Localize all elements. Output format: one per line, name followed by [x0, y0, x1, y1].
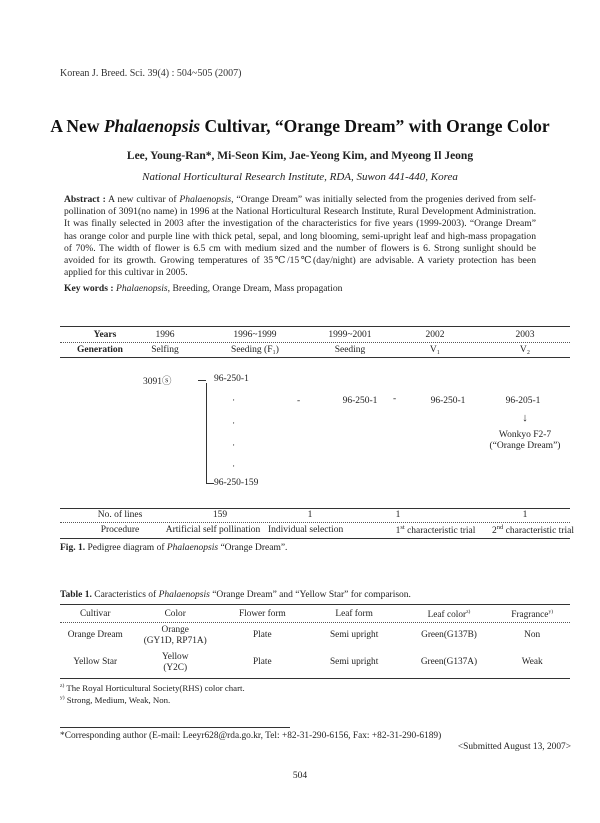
- abstract-label: Abstract :: [64, 194, 106, 205]
- wonkyo-label: Wonkyo F2-7: [498, 430, 552, 440]
- selection-cell: 96-205-1: [505, 396, 541, 406]
- flower-cell: Plate: [253, 657, 272, 668]
- figure-label: Fig. 1.: [60, 543, 86, 553]
- ellipsis-dot: ·: [232, 462, 236, 472]
- generation-cell: Seeding: [334, 345, 366, 355]
- page-number: 504: [292, 771, 308, 781]
- dash: -: [393, 394, 397, 404]
- cultivar-cell: Orange Dream: [67, 630, 123, 641]
- ellipsis-dot: ·: [232, 419, 236, 429]
- rule: [60, 522, 570, 523]
- lines-cell: 159: [212, 510, 228, 520]
- lines-cell: 1: [522, 510, 528, 520]
- selection-cell: 96-250-1: [430, 396, 466, 406]
- table-header: Flower form: [238, 608, 286, 619]
- figure-genus: Phalaenopsis: [166, 543, 219, 553]
- title-prefix: A New: [50, 116, 104, 136]
- footnote-text: Strong, Medium, Weak, Non.: [64, 695, 171, 705]
- generation-label: Generation: [77, 345, 123, 355]
- table-header: Leaf form: [335, 608, 373, 619]
- last-child-line: 96-250-159: [214, 478, 259, 488]
- procedure-label: Procedure: [100, 525, 140, 535]
- rule: [60, 357, 570, 358]
- footnote-sup: z): [60, 683, 65, 690]
- rule: [60, 508, 570, 509]
- table-header-row: [60, 606, 570, 622]
- year-cell: 2002: [425, 330, 445, 340]
- title-genus: Phalaenopsis: [103, 116, 201, 136]
- table-row: [60, 649, 570, 676]
- authors: Lee, Young-Ran*, Mi-Seon Kim, Jae-Yeong Kim, and Myeong Il Jeong: [126, 150, 474, 162]
- rule: [60, 342, 570, 343]
- rule: [60, 538, 570, 539]
- fragrance-cell: Non: [524, 630, 541, 641]
- ellipsis-dot: ·: [232, 441, 236, 451]
- header-sup: z): [466, 609, 471, 615]
- submitted-date: <Submitted August 13, 2007>: [457, 742, 571, 752]
- lines-cell: 1: [307, 510, 313, 520]
- year-cell: 1996~1999: [233, 330, 277, 340]
- table-header: Cultivar: [79, 608, 111, 619]
- year-cell: 1999~2001: [328, 330, 372, 340]
- procedure-cell: Individual selection: [268, 525, 344, 535]
- keywords: [64, 283, 342, 294]
- footnote-sup: y): [60, 695, 65, 702]
- parent-line: 3091ⓢ: [143, 377, 172, 387]
- generation-cell: V₁: [429, 345, 441, 355]
- table-header-text: Fragrance: [511, 610, 549, 621]
- procedure-sup: nd: [496, 524, 504, 531]
- leaf-color-cell: Green(G137A): [420, 657, 478, 668]
- comparison-table: [60, 606, 570, 676]
- year-cell: 2003: [515, 330, 535, 340]
- selection-cell: 96-250-1: [342, 396, 378, 406]
- orange-dream-label: (“Orange Dream”): [489, 441, 561, 451]
- color-cell: [130, 622, 220, 649]
- footnote-text: The Royal Horticultural Society(RHS) color chart.: [64, 683, 245, 693]
- procedure-cell: [483, 524, 583, 536]
- fragrance-cell: Weak: [521, 657, 543, 668]
- leaf-color-cell: Green(G137B): [421, 630, 477, 641]
- abstract-part2: , “Orange Dream” was initially selected from the progenies derived from self-pollination of 3091(no name) in 1996 at the National Horticultural Research Institute, Rural Development Administration. It was finally selected in 2003 after the investigation of the characteristics for five years (1999-2003). “Orange Dream” has orange color and purple line with thick petal, sepal, and long blooming, semi-upright leaf and high-mass propagation of 70%. The width of flower is 6.5 cm with medium sized and the number of flowers is 6. Strong sunlight should be avoided for its growth. Growing temperatures of 35℃/15℃(day/night) are advisable. A variety protection has been applied for this cultivar in 2005.: [64, 194, 537, 279]
- table-text1: Caracteristics of: [91, 590, 159, 600]
- leaf-cell: Semi upright: [330, 657, 379, 668]
- table-label: Table 1.: [60, 590, 92, 600]
- generation-cell: Selfing: [151, 345, 179, 355]
- rule: [60, 678, 570, 679]
- ellipsis-dot: ·: [232, 396, 236, 406]
- table-footnote: [60, 683, 245, 693]
- abstract-part1: A new cultivar of: [105, 194, 180, 205]
- color-code: (Y2C): [163, 662, 188, 673]
- abstract-genus: Phalaenopsis: [179, 194, 232, 205]
- procedure-cell: Artificial self pollination: [165, 525, 261, 535]
- journal-citation: Korean J. Breed. Sci. 39(4) : 504~505 (2007): [60, 68, 242, 79]
- procedure-sup: st: [400, 524, 405, 531]
- figure-caption: [60, 543, 287, 553]
- corresponding-author: *Corresponding author (E-mail: Leeyr628@rda.go.kr, Tel: +82-31-290-6156, Fax: +82-31-290-6189): [60, 731, 442, 741]
- procedure-text: characteristic trial: [404, 526, 476, 537]
- arrow-down-icon: ↓: [522, 412, 528, 424]
- table-header: [494, 606, 570, 622]
- table-text2: “Orange Dream” and “Yellow Star” for comparison.: [209, 590, 411, 600]
- procedure-num: 2: [492, 526, 497, 537]
- header-sup: y): [548, 609, 554, 615]
- rule: [60, 326, 570, 327]
- generation-cell: Seeding (F₁): [231, 345, 279, 355]
- dash: -: [297, 396, 301, 406]
- color-name: Yellow: [161, 651, 189, 662]
- color-code: (GY1D, RP71A): [143, 635, 207, 646]
- figure-text1: Pedigree diagram of: [85, 543, 167, 553]
- cultivar-cell: Yellow Star: [73, 657, 118, 668]
- lines-cell: 1: [395, 510, 401, 520]
- year-cell: 1996: [155, 330, 175, 340]
- table-row: [60, 622, 570, 649]
- table-header: Color: [164, 608, 186, 619]
- leaf-cell: Semi upright: [330, 630, 379, 641]
- abstract: [64, 194, 536, 279]
- table-caption: [60, 590, 411, 600]
- color-name: Orange: [161, 624, 189, 635]
- title-suffix: Cultivar, “Orange Dream” with Orange Color: [200, 116, 550, 136]
- bracket-tick: [198, 380, 206, 381]
- bracket-tick: [206, 483, 214, 484]
- generation-cell: V₂: [519, 345, 531, 355]
- flower-cell: Plate: [253, 630, 272, 641]
- procedure-num: 1: [395, 526, 401, 537]
- figure-text2: “Orange Dream”.: [218, 543, 288, 553]
- bracket-line: [206, 383, 207, 483]
- paper-title: [0, 116, 600, 137]
- table-footnote: [60, 695, 170, 705]
- table-header-text: Leaf color: [427, 610, 467, 621]
- affiliation: National Horticultural Research Institute, RDA, Suwon 441-440, Korea: [142, 171, 458, 183]
- table-genus: Phalaenopsis: [158, 590, 210, 600]
- color-cell: [130, 649, 220, 676]
- table-header: [404, 606, 495, 622]
- keywords-genus: Phalaenopsis: [115, 283, 168, 294]
- first-child-line: 96-250-1: [214, 374, 249, 384]
- years-label: Years: [93, 330, 117, 340]
- procedure-cell: [383, 524, 488, 536]
- lines-label: No. of lines: [97, 510, 143, 520]
- procedure-text: characteristic trial: [503, 526, 574, 537]
- keywords-rest: , Breeding, Orange Dream, Mass propagation: [167, 283, 343, 294]
- footnote-rule: [60, 727, 290, 728]
- keywords-label: Key words :: [64, 283, 114, 294]
- rule: [60, 604, 570, 605]
